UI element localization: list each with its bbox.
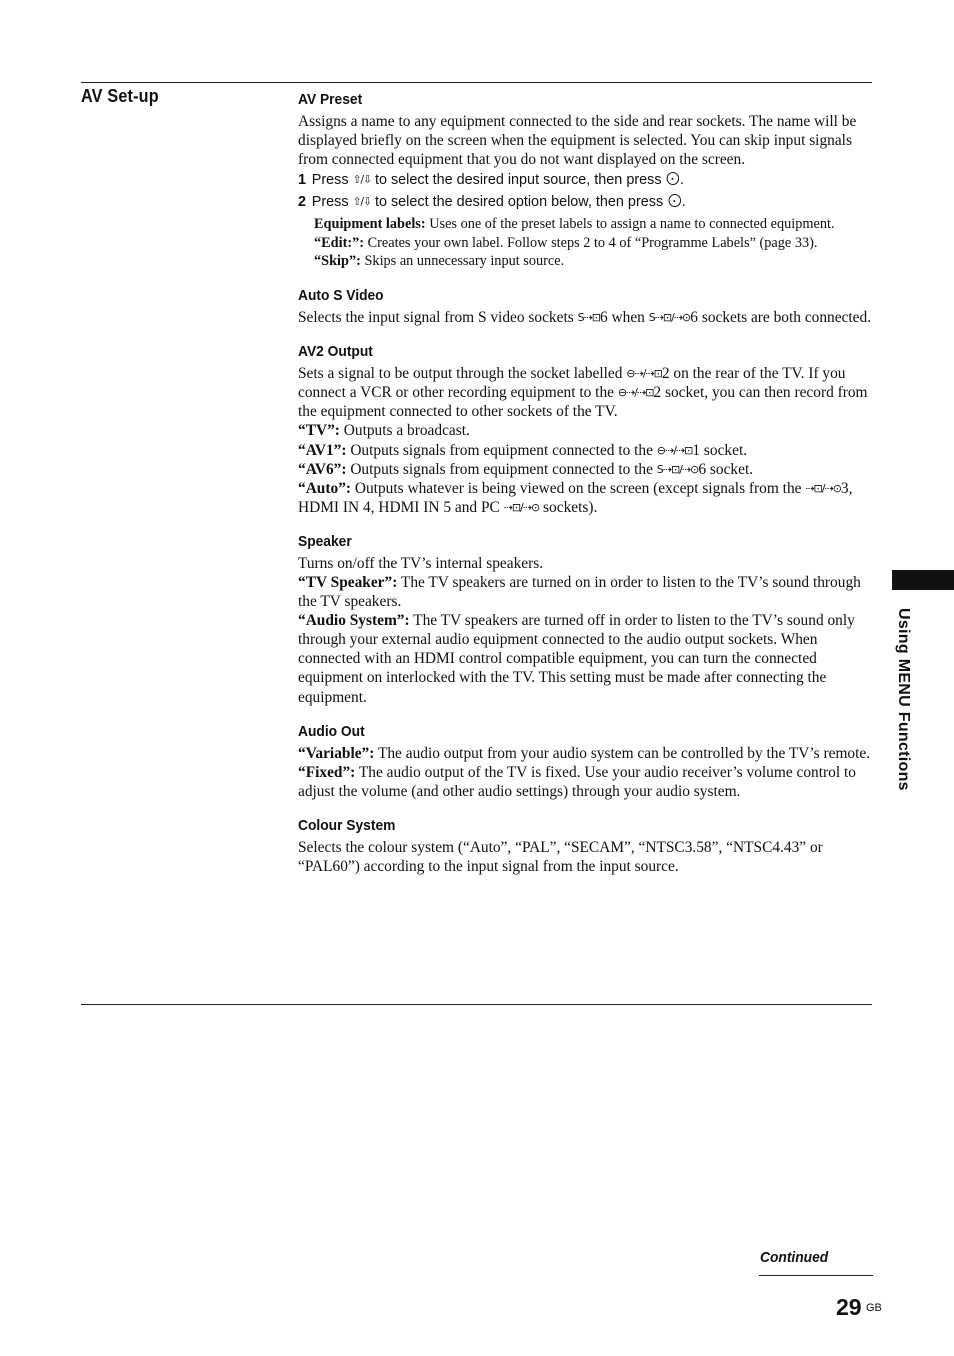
enter-button-icon <box>667 172 679 185</box>
option-label: “Skip”: <box>314 253 361 270</box>
text-run: 6 when <box>599 309 649 327</box>
step-text: to select the desired option below, then press <box>374 193 664 211</box>
option-text: Outputs a broadcast. <box>339 422 470 440</box>
colour-system-section <box>298 816 872 876</box>
page-number: 29 <box>836 1294 862 1320</box>
text-run: 2 on the rear of the TV. If you connect a VCR or other recording equipment to the <box>298 365 846 402</box>
av-preset-options <box>314 215 872 271</box>
option-label: “TV Speaker”: <box>298 574 398 591</box>
s-video-video-socket-icon: S⇢⊡/⇢⊙ <box>648 311 691 325</box>
page-region-suffix: GB <box>866 1302 882 1314</box>
option-text: The audio output of the TV is fixed. Use your audio receiver’s volume control to adjust the volume (and other audio settings) through your audio system. <box>298 763 856 800</box>
step-number: 1 <box>298 171 307 189</box>
av2-output-text <box>298 364 872 517</box>
auto-s-video-section <box>298 286 872 327</box>
audio-out-text <box>298 744 872 801</box>
step-end: . <box>681 193 686 211</box>
section-title: AV Set-up <box>81 86 159 106</box>
s-video-socket-icon: S⇢⊡ <box>577 311 600 325</box>
option-text: Creates your own label. Follow steps 2 to 4 of “Programme Labels” (page 33). <box>364 234 818 251</box>
text-run: Selects the input signal from S video sockets <box>298 309 578 327</box>
audio-out-section <box>298 722 872 801</box>
option-skip <box>314 252 872 271</box>
option-label: “Fixed”: <box>298 763 356 781</box>
colour-system-text: Selects the colour system (“Auto”, “PAL”, “SECAM”, “NTSC3.58”, “NTSC4.43” or “PAL60”) according to the input signal from the input source. <box>298 838 823 876</box>
colour-system-heading: Colour System <box>298 816 396 834</box>
av-socket-icon: ⊖⇢/⇢⊡ <box>617 386 654 400</box>
option-text: The TV speakers are turned off in order to listen to the TV’s sound only through your external audio equipment connected to the audio output sockets. When connected with an HDMI control compatible equipment, you can turn the connected equipment on interlocked with the TV. This setting must be made after connecting the equipment. <box>298 612 855 706</box>
auto-s-video-heading: Auto S Video <box>298 287 384 305</box>
option-label: “Auto”: <box>298 479 352 497</box>
input-socket-icon: ⇢⊡/⇢⊙ <box>805 481 841 495</box>
option-label: “AV1”: <box>298 441 347 459</box>
text-run: Sets a signal to be output through the socket labelled <box>298 365 627 383</box>
step-number: 2 <box>298 193 307 211</box>
side-tab-label: Using MENU Functions <box>895 608 912 791</box>
option-edit <box>314 234 872 253</box>
option-text: Outputs signals from equipment connected to the <box>346 441 657 459</box>
option-label: “AV6”: <box>298 460 347 478</box>
av-preset-step-1 <box>298 169 849 191</box>
option-label: “Edit:”: <box>314 234 365 251</box>
continued-rule <box>759 1275 873 1276</box>
step-text: to select the desired input source, then press <box>374 171 662 189</box>
pc-socket-icon: ⇢⊡/⇢⊙ <box>503 500 540 514</box>
step-end: . <box>679 171 684 189</box>
option-text: sockets). <box>539 498 598 516</box>
option-text: 6 socket. <box>698 460 754 478</box>
option-text: 1 socket. <box>692 441 748 459</box>
av-preset-section <box>298 90 872 271</box>
speaker-text <box>298 554 872 707</box>
text-run: 2 socket, you can then record from the equipment connected to other sockets of the TV. <box>298 384 868 421</box>
auto-s-video-text <box>298 308 872 327</box>
option-text: Uses one of the preset labels to assign a name to connected equipment. <box>425 216 835 233</box>
option-label: Equipment labels: <box>314 216 426 233</box>
s-video-video-socket-icon: S⇢⊡/⇢⊙ <box>656 462 699 476</box>
continued-label: Continued <box>760 1249 829 1266</box>
av-socket-icon: ⊖⇢/⇢⊡ <box>626 367 662 381</box>
enter-button-icon <box>668 194 680 207</box>
option-text: The audio output from your audio system can be controlled by the TV’s remote. <box>374 744 871 762</box>
av-socket-icon: ⊖⇢/⇢⊡ <box>656 443 693 457</box>
up-down-arrow-icon: ⇧/⇩ <box>352 195 371 209</box>
bottom-rule <box>81 1004 872 1005</box>
option-label: “TV”: <box>298 422 340 440</box>
option-text: Outputs whatever is being viewed on the screen (except signals from the <box>351 479 806 497</box>
text-run: 6 sockets are both connected. <box>690 309 872 327</box>
option-text: The TV speakers are turned on in order to listen to the TV’s sound through the TV speakers. <box>298 574 861 611</box>
speaker-heading: Speaker <box>298 532 352 550</box>
up-down-arrow-icon: ⇧/⇩ <box>352 173 371 187</box>
audio-out-heading: Audio Out <box>298 722 365 740</box>
av-preset-step-2 <box>298 191 849 213</box>
av2-output-heading: AV2 Output <box>298 343 373 361</box>
option-equipment-labels <box>314 215 872 234</box>
av2-output-section <box>298 342 872 517</box>
option-text: Skips an unnecessary input source. <box>360 253 565 270</box>
text-run: Turns on/off the TV’s internal speakers. <box>298 554 544 572</box>
content-column <box>298 90 872 891</box>
speaker-section <box>298 532 872 707</box>
option-label: “Audio System”: <box>298 612 410 630</box>
av-preset-intro: Assigns a name to any equipment connected to the side and rear sockets. The name will be displayed briefly on the screen when the equipment is selected. You can skip input signals from connected equipment that you do not want displayed on the screen. <box>298 113 857 169</box>
step-press: Press <box>311 193 349 211</box>
step-press: Press <box>311 171 349 189</box>
side-tab-marker <box>892 570 954 590</box>
av-preset-heading: AV Preset <box>298 91 363 108</box>
top-rule <box>81 82 872 83</box>
option-text: Outputs signals from equipment connected to the <box>346 460 657 478</box>
option-text: 3, HDMI IN 4, HDMI IN 5 and PC <box>298 479 853 516</box>
option-label: “Variable”: <box>298 744 375 762</box>
